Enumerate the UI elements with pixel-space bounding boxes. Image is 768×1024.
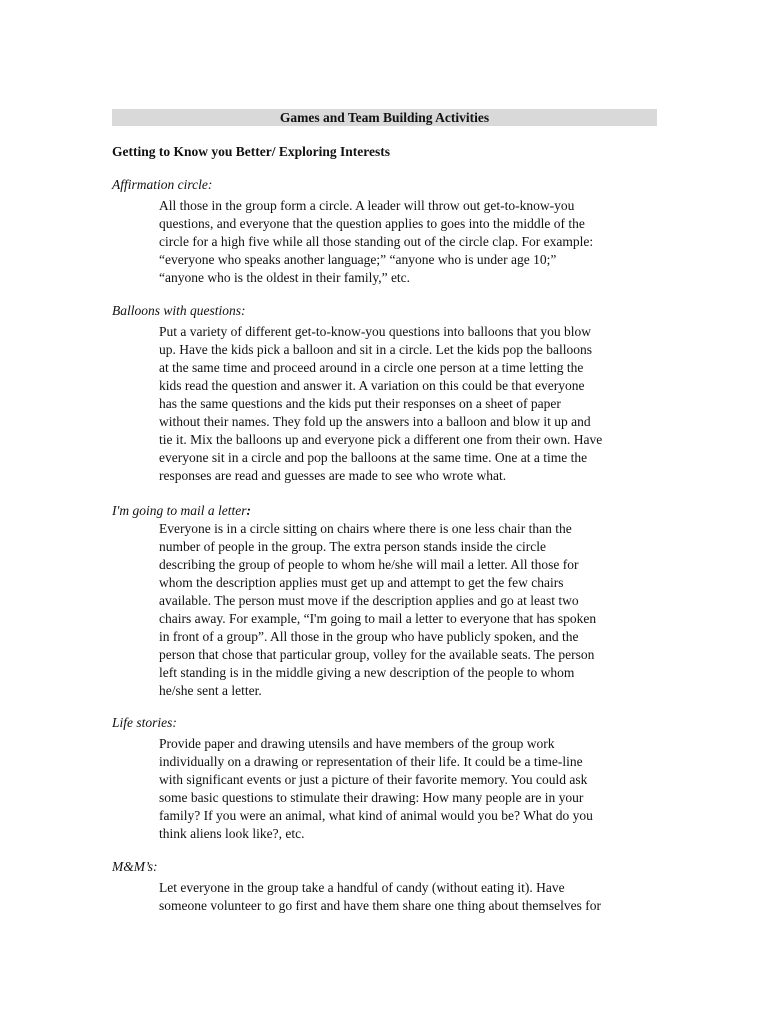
activity-body-balloons-with-questions xyxy=(159,323,659,485)
body-line: he/she sent a letter. xyxy=(159,683,262,698)
body-line: has the same questions and the kids put their responses on a sheet of paper xyxy=(159,396,561,411)
body-line: questions, and everyone that the question applies to goes into the middle of the xyxy=(159,216,585,231)
section-heading: Getting to Know you Better/ Exploring Interests xyxy=(112,144,390,159)
activity-title-balloons-with-questions xyxy=(112,302,246,320)
body-line: person that chose that particular group, volley for the available seats. The person xyxy=(159,647,595,662)
activity-title-mail-a-letter xyxy=(112,502,251,520)
body-line: some basic questions to stimulate their drawing: How many people are in your xyxy=(159,790,584,805)
activity-body-life-stories xyxy=(159,735,659,843)
body-line: someone volunteer to go first and have them share one thing about themselves for xyxy=(159,898,602,913)
body-line: Provide paper and drawing utensils and have members of the group work xyxy=(159,736,555,751)
body-line: Put a variety of different get-to-know-you questions into balloons that you blow xyxy=(159,324,592,339)
body-line: everyone sit in a circle and pop the balloons at the same time. One at a time the xyxy=(159,450,588,465)
body-line: at the same time and proceed around in a circle one person at a time letting the xyxy=(159,360,584,375)
body-line: kids read the question and answer it. A variation on this could be that everyone xyxy=(159,378,585,393)
activity-title-m-and-ms xyxy=(112,858,158,876)
activity-body-affirmation-circle xyxy=(159,197,659,287)
body-line: number of people in the group. The extra person stands inside the circle xyxy=(159,539,547,554)
activity-title-text: Life stories: xyxy=(112,715,177,730)
body-line: chairs away. For example, “I'm going to mail a letter to everyone that has spoken xyxy=(159,611,597,626)
activity-title-text: Affirmation circle: xyxy=(112,177,213,192)
body-line: in front of a group”. All those in the group who have publicly spoken, and the xyxy=(159,629,579,644)
body-line: left standing is in the middle giving a new description of the people to whom xyxy=(159,665,575,680)
body-line: without their names. They fold up the answers into a balloon and blow it up and xyxy=(159,414,591,429)
body-line: describing the group of people to whom he/she will mail a letter. All those for xyxy=(159,557,579,572)
body-line: Let everyone in the group take a handful of candy (without eating it). Have xyxy=(159,880,565,895)
body-line: up. Have the kids pick a balloon and sit in a circle. Let the kids pop the balloons xyxy=(159,342,593,357)
body-line: circle for a high five while all those standing out of the circle clap. For example: xyxy=(159,234,594,249)
activity-title-life-stories xyxy=(112,714,177,732)
body-line: think aliens look like?, etc. xyxy=(159,826,305,841)
activity-body-m-and-ms xyxy=(159,879,659,915)
body-line: individually on a drawing or representation of their life. It could be a time-line xyxy=(159,754,583,769)
activity-title-text: Balloons with questions: xyxy=(112,303,246,318)
body-line: with significant events or just a picture of their favorite memory. You could ask xyxy=(159,772,588,787)
body-line: responses are read and guesses are made to see who wrote what. xyxy=(159,468,507,483)
body-line: family? If you were an animal, what kind of animal would you be? What do you xyxy=(159,808,593,823)
body-line: available. The person must move if the description applies and go at least two xyxy=(159,593,579,608)
body-line: “everyone who speaks another language;” “anyone who is under age 10;” xyxy=(159,252,557,267)
activity-title-text: M&M’s: xyxy=(112,859,158,874)
body-line: “anyone who is the oldest in their family,” etc. xyxy=(159,270,411,285)
body-line: whom the description applies must get up and attempt to get the few chairs xyxy=(159,575,564,590)
body-line: All those in the group form a circle. A leader will throw out get-to-know-you xyxy=(159,198,575,213)
activity-body-mail-a-letter xyxy=(159,520,659,700)
body-line: tie it. Mix the balloons up and everyone pick a different one from their own. Have xyxy=(159,432,603,447)
body-line: Everyone is in a circle sitting on chairs where there is one less chair than the xyxy=(159,521,572,536)
activity-title-affirmation-circle xyxy=(112,176,212,194)
activity-title-colon: : xyxy=(246,503,251,518)
document-title: Games and Team Building Activities xyxy=(112,109,657,126)
activity-title-text: I'm going to mail a letter xyxy=(112,503,247,518)
